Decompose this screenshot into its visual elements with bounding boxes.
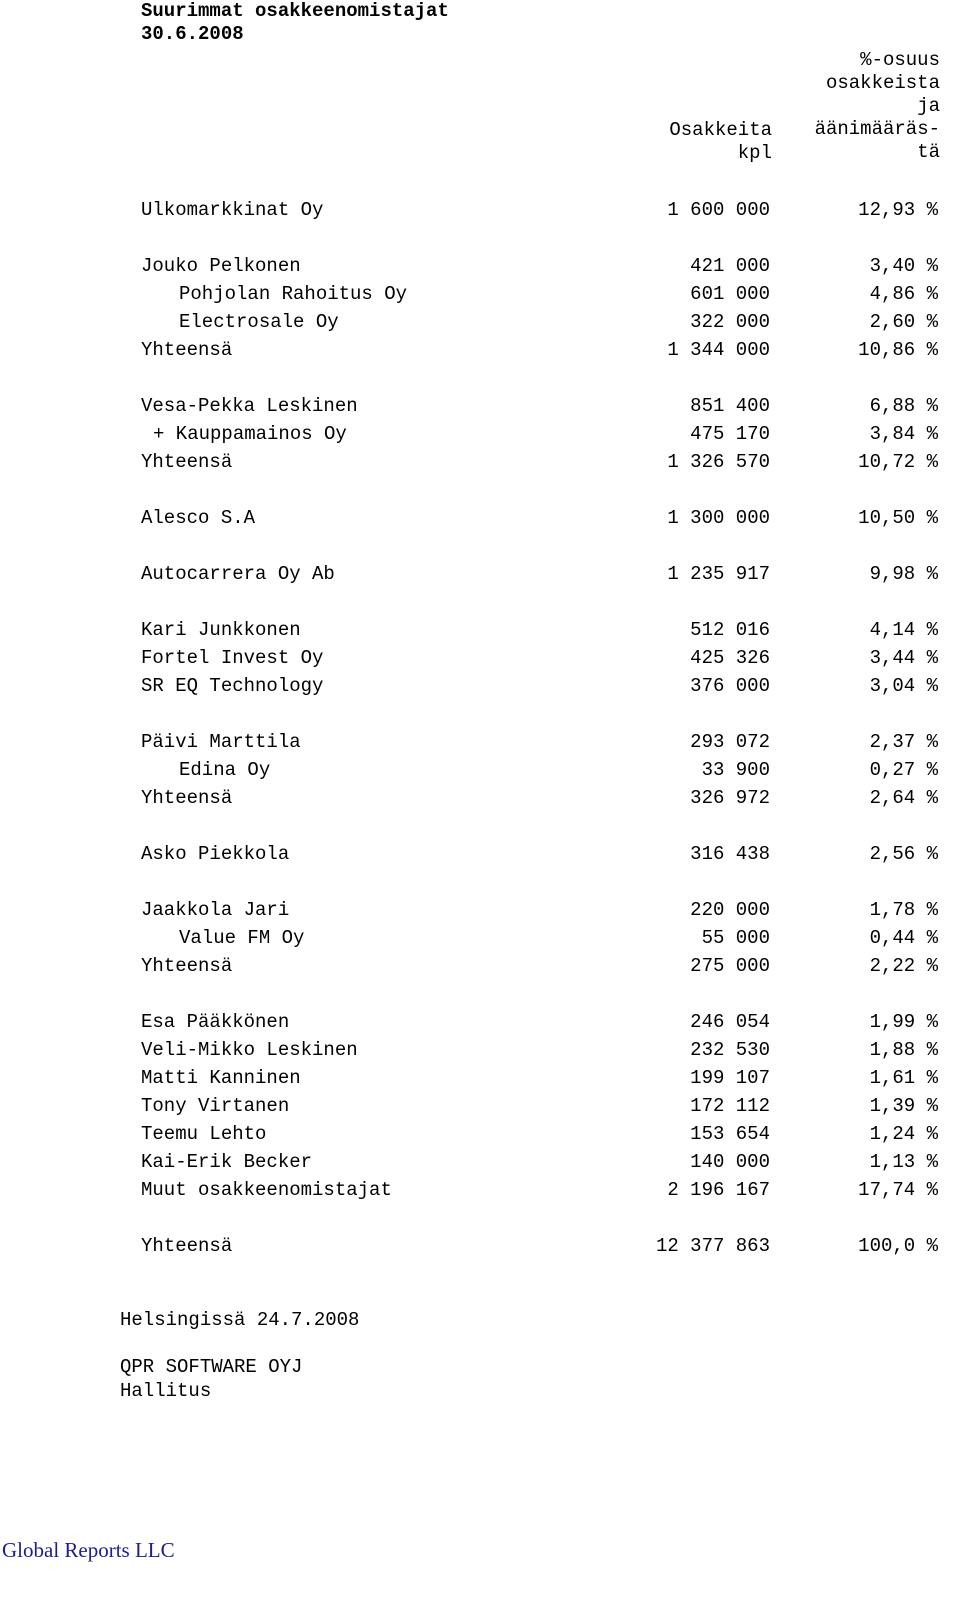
share-count: 2 196 167 bbox=[667, 1179, 770, 1201]
shareholder-name: Esa Pääkkönen bbox=[141, 1011, 290, 1033]
shareholder-name: Yhteensä bbox=[141, 339, 233, 361]
shareholder-name: Edina Oy bbox=[179, 759, 271, 781]
share-count: 421 000 bbox=[690, 255, 770, 277]
table-row bbox=[0, 198, 960, 226]
share-percent: 1,88 % bbox=[869, 1039, 938, 1061]
share-count: 12 377 863 bbox=[655, 1235, 770, 1257]
table-row bbox=[0, 562, 960, 590]
share-percent: 4,14 % bbox=[869, 619, 938, 641]
table-row bbox=[0, 450, 960, 478]
column-header-percent bbox=[780, 49, 940, 164]
shareholder-name: Yhteensä bbox=[141, 1235, 233, 1257]
column-header-percent-line: tä bbox=[917, 141, 940, 163]
table-row bbox=[0, 842, 960, 870]
shareholder-name: Kari Junkkonen bbox=[141, 619, 301, 641]
footer-place-date: Helsingissä 24.7.2008 bbox=[120, 1309, 360, 1331]
table-row bbox=[0, 1178, 960, 1206]
shareholder-name: Kai-Erik Becker bbox=[141, 1151, 313, 1173]
table-row bbox=[0, 646, 960, 674]
table-row bbox=[0, 1122, 960, 1150]
column-header-percent-line: äänimääräs- bbox=[814, 118, 940, 140]
shareholder-name: Value FM Oy bbox=[179, 927, 305, 949]
table-row bbox=[0, 730, 960, 758]
table-row bbox=[0, 1066, 960, 1094]
shareholder-name: Matti Kanninen bbox=[141, 1067, 301, 1089]
table-row bbox=[0, 310, 960, 338]
share-count: 246 054 bbox=[690, 1011, 770, 1033]
share-percent: 2,64 % bbox=[869, 787, 938, 809]
share-percent: 6,88 % bbox=[869, 395, 938, 417]
shareholder-name: Autocarrera Oy Ab bbox=[141, 563, 335, 585]
table-row bbox=[0, 1094, 960, 1122]
column-header-shares-line: kpl bbox=[737, 142, 772, 164]
table-row bbox=[0, 618, 960, 646]
table-row bbox=[0, 786, 960, 814]
table-row bbox=[0, 254, 960, 282]
share-percent: 0,44 % bbox=[869, 927, 938, 949]
shareholder-name: Asko Piekkola bbox=[141, 843, 290, 865]
share-count: 1 326 570 bbox=[667, 451, 770, 473]
share-count: 851 400 bbox=[690, 395, 770, 417]
share-count: 153 654 bbox=[690, 1123, 770, 1145]
column-header-shares-line: Osakkeita bbox=[669, 119, 772, 141]
table-row bbox=[0, 954, 960, 982]
table-row bbox=[0, 758, 960, 786]
shareholder-name: Electrosale Oy bbox=[179, 311, 339, 333]
shareholder-name: Jaakkola Jari bbox=[141, 899, 290, 921]
column-header-percent-line: osakkeista bbox=[825, 72, 940, 94]
shareholder-name: Vesa-Pekka Leskinen bbox=[141, 395, 358, 417]
table-row bbox=[0, 1010, 960, 1038]
share-percent: 3,44 % bbox=[869, 647, 938, 669]
shareholder-name: Yhteensä bbox=[141, 451, 233, 473]
share-count: 1 600 000 bbox=[667, 199, 770, 221]
share-count: 33 900 bbox=[701, 759, 770, 781]
table-row bbox=[0, 674, 960, 702]
table-row bbox=[0, 898, 960, 926]
share-percent: 2,60 % bbox=[869, 311, 938, 333]
share-percent: 17,74 % bbox=[858, 1179, 938, 1201]
share-percent: 10,86 % bbox=[858, 339, 938, 361]
table-row bbox=[0, 926, 960, 954]
share-percent: 9,98 % bbox=[869, 563, 938, 585]
shareholder-name: SR EQ Technology bbox=[141, 675, 324, 697]
shareholder-name: Tony Virtanen bbox=[141, 1095, 290, 1117]
share-count: 425 326 bbox=[690, 647, 770, 669]
share-count: 275 000 bbox=[690, 955, 770, 977]
share-count: 1 344 000 bbox=[667, 339, 770, 361]
share-count: 293 072 bbox=[690, 731, 770, 753]
share-count: 199 107 bbox=[690, 1067, 770, 1089]
share-percent: 12,93 % bbox=[858, 199, 938, 221]
footer-body: Hallitus bbox=[120, 1380, 212, 1402]
share-count: 172 112 bbox=[690, 1095, 770, 1117]
title-line-1: Suurimmat osakkeenomistajat bbox=[141, 0, 449, 22]
share-percent: 3,40 % bbox=[869, 255, 938, 277]
share-percent: 2,22 % bbox=[869, 955, 938, 977]
table-row bbox=[0, 506, 960, 534]
table-row bbox=[0, 1234, 960, 1262]
shareholder-name: Päivi Marttila bbox=[141, 731, 301, 753]
brand-watermark: Global Reports LLC bbox=[2, 1538, 175, 1562]
share-count: 475 170 bbox=[690, 423, 770, 445]
share-percent: 1,13 % bbox=[869, 1151, 938, 1173]
share-percent: 10,72 % bbox=[858, 451, 938, 473]
share-percent: 4,86 % bbox=[869, 283, 938, 305]
share-count: 601 000 bbox=[690, 283, 770, 305]
shareholder-name: Yhteensä bbox=[141, 787, 233, 809]
share-percent: 3,84 % bbox=[869, 423, 938, 445]
share-percent: 1,61 % bbox=[869, 1067, 938, 1089]
shareholder-name: Ulkomarkkinat Oy bbox=[141, 199, 324, 221]
shareholder-name: Alesco S.A bbox=[141, 507, 256, 529]
table-row bbox=[0, 394, 960, 422]
shareholder-name: Teemu Lehto bbox=[141, 1123, 267, 1145]
table-row bbox=[0, 338, 960, 366]
share-percent: 10,50 % bbox=[858, 507, 938, 529]
share-percent: 3,04 % bbox=[869, 675, 938, 697]
column-header-shares bbox=[560, 119, 772, 165]
shareholder-name: Muut osakkeenomistajat bbox=[141, 1179, 392, 1201]
shareholder-name: Pohjolan Rahoitus Oy bbox=[179, 283, 408, 305]
column-header-percent-line: %-osuus bbox=[860, 49, 940, 71]
shareholder-name: Veli-Mikko Leskinen bbox=[141, 1039, 358, 1061]
share-percent: 1,78 % bbox=[869, 899, 938, 921]
table-row bbox=[0, 1038, 960, 1066]
share-count: 326 972 bbox=[690, 787, 770, 809]
share-count: 220 000 bbox=[690, 899, 770, 921]
footer-company: QPR SOFTWARE OYJ bbox=[120, 1356, 303, 1378]
share-percent: 1,99 % bbox=[869, 1011, 938, 1033]
share-count: 512 016 bbox=[690, 619, 770, 641]
shareholder-name: Fortel Invest Oy bbox=[141, 647, 324, 669]
table-row bbox=[0, 422, 960, 450]
share-count: 1 235 917 bbox=[667, 563, 770, 585]
share-percent: 2,37 % bbox=[869, 731, 938, 753]
share-count: 322 000 bbox=[690, 311, 770, 333]
title-date: 30.6.2008 bbox=[141, 23, 244, 45]
share-count: 232 530 bbox=[690, 1039, 770, 1061]
shareholder-name: Yhteensä bbox=[141, 955, 233, 977]
share-percent: 1,39 % bbox=[869, 1095, 938, 1117]
share-count: 316 438 bbox=[690, 843, 770, 865]
share-percent: 1,24 % bbox=[869, 1123, 938, 1145]
share-count: 140 000 bbox=[690, 1151, 770, 1173]
table-row bbox=[0, 1150, 960, 1178]
column-header-percent-line: ja bbox=[917, 95, 940, 117]
share-percent: 2,56 % bbox=[869, 843, 938, 865]
share-count: 1 300 000 bbox=[667, 507, 770, 529]
document-title bbox=[141, 0, 449, 46]
share-count: 376 000 bbox=[690, 675, 770, 697]
shareholder-name: Jouko Pelkonen bbox=[141, 255, 301, 277]
share-percent: 100,0 % bbox=[858, 1235, 938, 1257]
share-percent: 0,27 % bbox=[869, 759, 938, 781]
share-count: 55 000 bbox=[701, 927, 770, 949]
table-row bbox=[0, 282, 960, 310]
shareholder-name: + Kauppamainos Oy bbox=[153, 423, 347, 445]
